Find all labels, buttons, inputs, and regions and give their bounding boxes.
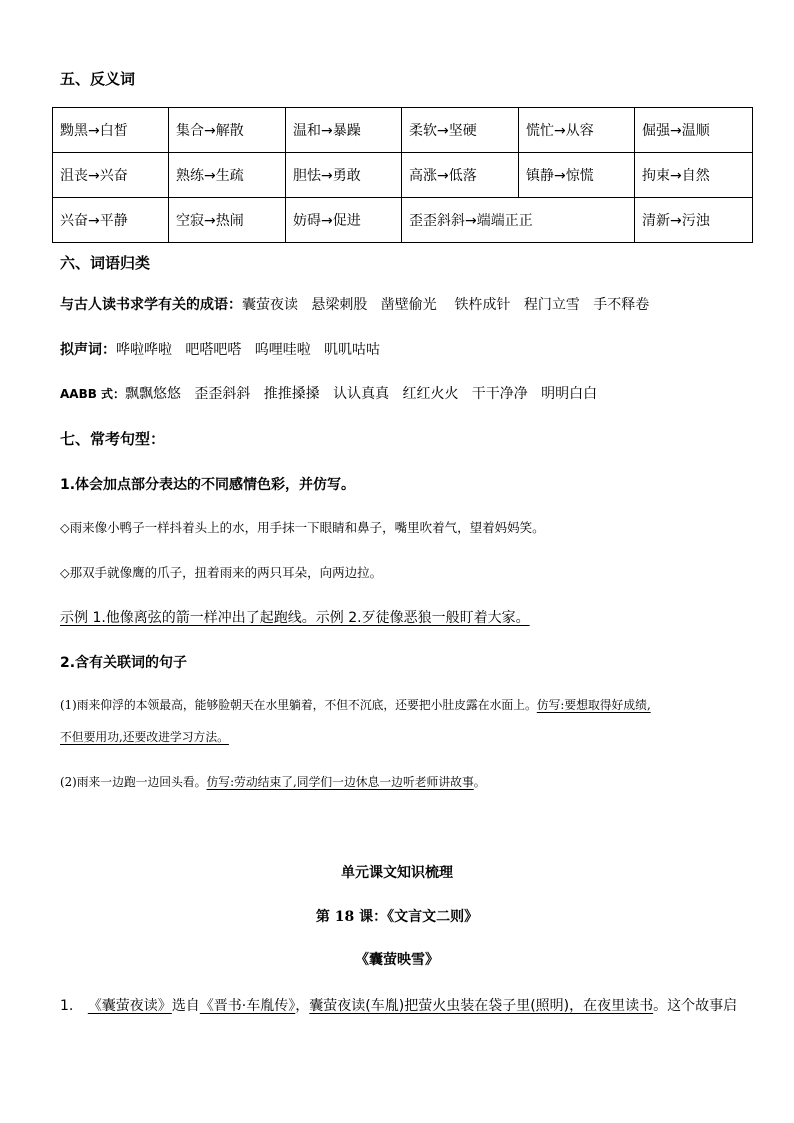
table-cell: 歪歪斜斜→端端正正 xyxy=(402,198,635,243)
paragraph-1 xyxy=(60,995,737,1015)
table-row xyxy=(53,108,753,153)
table-cell: 倔强→温顺 xyxy=(635,108,753,153)
table-cell: 妨碍→促进 xyxy=(286,198,402,243)
q2-sentence-1-imitation-a: 仿写:要想取得好成绩, xyxy=(536,698,651,712)
q2-sentence-1-imitation-b: 不但要用功,还要改进学习方法。 xyxy=(60,730,229,744)
question-1-title: 1.体会加点部分表达的不同感情色彩，并仿写。 xyxy=(60,477,356,493)
q2-sentence-2-end: 。 xyxy=(473,775,486,789)
table-cell: 温和→暴躁 xyxy=(286,108,402,153)
paragraph-1-text-c: 。这个故事启 xyxy=(653,998,738,1014)
table-cell: 清新→污浊 xyxy=(635,198,753,243)
q2-sentence-2-text: (2)雨来一边跑一边回头看。 xyxy=(60,775,207,789)
table-row xyxy=(53,198,753,243)
question-2-title: 2.含有关联词的句子 xyxy=(60,655,188,671)
q2-sentence-2-imitation: 仿写:劳动结束了,同学们一边休息一边听老师讲故事 xyxy=(206,775,474,789)
section-7-title: 七、常考句型： xyxy=(60,430,166,448)
section-6-title: 六、词语归类 xyxy=(60,254,151,272)
antonym-table xyxy=(52,107,753,243)
table-cell: 柔软→坚硬 xyxy=(402,108,519,153)
paragraph-1-source: 《晋书·车胤传》 xyxy=(199,998,296,1014)
table-cell: 镇静→惊慌 xyxy=(519,153,635,198)
paragraph-1-text-a: 选自 xyxy=(171,998,200,1014)
aabb-line xyxy=(60,383,597,403)
q2-sentence-1 xyxy=(60,696,651,713)
q1-example-answer: 示例 1.他像离弦的箭一样冲出了起跑线。示例 2.歹徒像恶狼一般盯着大家。 xyxy=(60,610,530,626)
table-cell: 高涨→低落 xyxy=(402,153,519,198)
paragraph-1-number: 1. xyxy=(60,998,74,1014)
table-row xyxy=(53,153,753,198)
paragraph-1-title: 《囊萤夜读》 xyxy=(87,998,172,1014)
table-cell: 沮丧→兴奋 xyxy=(53,153,169,198)
table-cell: 空寂→热闹 xyxy=(169,198,286,243)
section-5-title: 五、反义词 xyxy=(60,70,136,88)
table-cell: 慌忙→从容 xyxy=(519,108,635,153)
table-cell: 胆怯→勇敢 xyxy=(286,153,402,198)
q1-sentence-1: ◇雨来像小鸭子一样抖着头上的水，用手抹一下眼睛和鼻子，嘴里吹着气，望着妈妈笑。 xyxy=(60,520,545,535)
onomatopoeia-items: 哗啦哗啦 吧嗒吧嗒 呜哩哇啦 叽叽咕咕 xyxy=(116,342,381,358)
ancient-idioms-line xyxy=(60,294,649,314)
q2-sentence-2 xyxy=(60,773,486,790)
ancient-idioms-label: 与古人读书求学有关的成语： xyxy=(60,297,242,313)
aabb-label: AABB 式： xyxy=(60,387,126,401)
aabb-items: 飘飘悠悠 歪歪斜斜 推推搡搡 认认真真 红红火火 干干净净 明明白白 xyxy=(125,386,598,402)
table-cell: 熟练→生疏 xyxy=(169,153,286,198)
table-cell: 集合→解散 xyxy=(169,108,286,153)
ancient-idioms-items: 囊萤夜读 悬梁刺股 凿壁偷光 铁杵成针 程门立雪 手不释卷 xyxy=(242,297,650,313)
paragraph-1-meaning: 囊萤夜读(车胤)把萤火虫装在袋子里(照明)，在夜里读书 xyxy=(309,998,654,1014)
onomatopoeia-line xyxy=(60,339,380,359)
table-cell: 兴奋→平静 xyxy=(53,198,169,243)
table-cell: 黝黑→白皙 xyxy=(53,108,169,153)
paragraph-1-text-b: ， xyxy=(295,998,310,1014)
onomatopoeia-label: 拟声词： xyxy=(60,342,116,358)
q1-sentence-2: ◇那双手就像鹰的爪子，扭着雨来的两只耳朵，向两边拉。 xyxy=(60,565,383,580)
lesson-title: 第 18 课：《文言文二则》 xyxy=(315,909,479,925)
table-cell: 拘束→自然 xyxy=(635,153,753,198)
unit-title: 单元课文知识梳理 xyxy=(341,865,453,881)
text-subtitle: 《囊萤映雪》 xyxy=(355,952,439,968)
q2-sentence-1-text: (1)雨来仰浮的本领最高，能够脸朝天在水里躺着，不但不沉底，还要把小肚皮露在水面上。 xyxy=(60,698,537,712)
